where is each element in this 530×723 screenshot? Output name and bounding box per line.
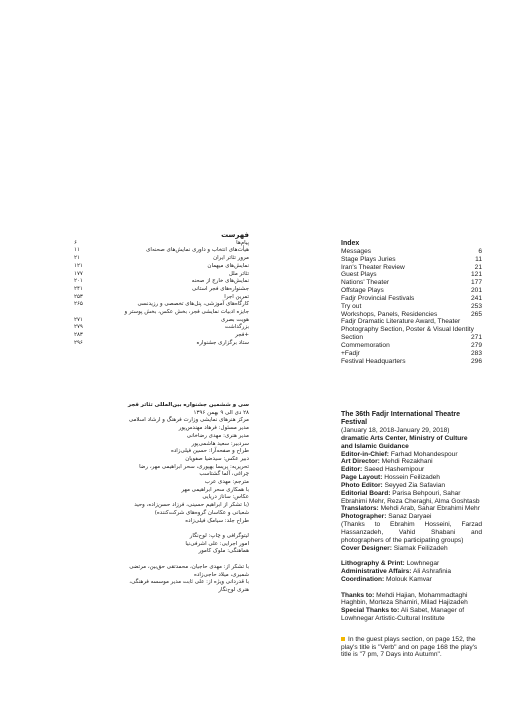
index-item[interactable] [341, 358, 482, 366]
credit-thanks: Thanks to: Mehdi Hajian, Mohammadtaghi Haghbin, Morteza Shamiri, Milad Hajizadeh [341, 591, 468, 607]
index-item-page: 296 [470, 357, 482, 365]
index-item-page: 177 [470, 279, 482, 287]
index-item-label: Workshops, Panels, Residencies [341, 310, 438, 318]
persian-credit-line: (با تشکر از ابراهیم حسینی، فرزاد حسن‌زاده، وحید [134, 502, 249, 509]
persian-credit-line: با همکاری سحر ابراهیمی مهر [181, 486, 249, 493]
index-item-award[interactable]: Fadjr Dramatic Literature Award, Theater Photography Section, Poster & Visual Identity Section 271 [341, 318, 482, 342]
persian-credit-line: امور اجرایی: علی اشرفی‌نیا [185, 540, 249, 547]
index-item-page: 201 [470, 287, 482, 295]
index-item[interactable] [341, 279, 482, 287]
index-item-page: 21 [474, 263, 482, 271]
persian-index-item-page: ۲۷۹ [74, 324, 83, 331]
persian-index-item[interactable] [74, 301, 249, 309]
index-item[interactable] [341, 350, 482, 358]
index-item-label: Nations' Theater [341, 279, 390, 287]
persian-index-item[interactable] [74, 324, 249, 332]
index-item-label: Commemoration [341, 341, 390, 349]
credit-photo-thanks: (Thanks to Ebrahim Hosseini, Farzad Hassanzadeh, Vahid Shabani and photographers of the participating groups) [341, 521, 482, 544]
index-item[interactable] [341, 295, 482, 303]
index-item[interactable] [341, 248, 482, 256]
index-item-page: 11 [475, 255, 482, 263]
persian-index-item-page [74, 309, 78, 317]
persian-index-item-label: نمایش‌های خارج از صحنه [191, 278, 249, 285]
persian-credit-line: ۲۸ دی الی ۹ بهمن ۱۳۹۶ [193, 409, 249, 416]
index-item-page: 121 [470, 271, 482, 279]
persian-credit-line: مترجم: مهدی عرب [204, 479, 249, 486]
persian-index-item-label: +فجر [235, 332, 249, 339]
index-item-label: Try out [341, 302, 362, 310]
credit-editor-in-chief: Editor-in-Chief: Farhad Mohandespour [341, 450, 458, 458]
persian-index-item-label: جشنواره‌های فجر استانی [191, 285, 249, 292]
persian-index-item[interactable] [74, 271, 249, 279]
organizer: dramatic Arts Center, Ministry of Culture and Islamic Guidance [341, 434, 468, 450]
persian-credit-line: تحریریه: پریسا بهپوری، سحر ابراهیمی مهر، رضا [139, 463, 249, 470]
index-item-page: 265 [470, 310, 482, 318]
persian-index-item-label: تمرین اجرا [224, 293, 249, 300]
festival-dates: (January 18, 2018-January 29, 2018) [341, 427, 450, 434]
persian-credit-line: مدیر هنری: مهدی رضاخانی [186, 432, 249, 439]
persian-index-item-label: نمایش‌های میهمان [207, 262, 249, 269]
persian-index-item-label: هیأت‌های انتخاب و داوری نمایش‌های صحنه‌ای [146, 247, 249, 254]
credit-translators: Translators: Mehdi Arab, Sahar Ebrahimi Mehr [341, 505, 480, 513]
credit-special-thanks: Special Thanks to: Ali Sabet, Manager of Lowhnegar Artistic-Cultural Institute [341, 607, 465, 623]
index-item[interactable] [341, 264, 482, 272]
persian-credit-line: سردبیر: سعید هاشمی‌پور [191, 440, 249, 447]
index-item-page: 253 [470, 302, 482, 310]
persian-credit-line: با قدردانی ویژه از: علی ثابت مدیر موسسه فرهنگی، [129, 579, 249, 586]
index-item-label: Festival Headquarters [341, 357, 406, 365]
persian-credit-line: مرکز هنرهای نمایشی وزارت فرهنگ و ارشاد اسلامی [128, 417, 249, 424]
persian-index-item-page: ۱۱ [74, 247, 80, 254]
persian-index-item-label: ستاد برگزاری جشنواره [196, 339, 249, 346]
festival-title: The 36th Fadjr International Theatre Festival [341, 411, 461, 426]
persian-credits [74, 402, 249, 595]
credit-photographer: Photographer: Sanaz Daryaei [341, 513, 432, 521]
index-item-page: 241 [470, 294, 482, 302]
persian-index-title: فهرست [221, 231, 249, 239]
credit-photo-editor: Photo Editor: Seyyed Zia Safavian [341, 481, 446, 489]
credit-coordination: Coordination: Molouk Kamvar [341, 575, 432, 583]
persian-credit-line: طراح و صفحه‌آرا: حسین فیلی‌زاده [170, 448, 249, 455]
index-item[interactable] [341, 303, 482, 311]
persian-index-item[interactable] [74, 278, 249, 286]
persian-credit-line: شعبانی و عکاسان گروه‌های شرکت‌کننده) [154, 509, 249, 516]
persian-index-item-page: ۲۱ [74, 255, 80, 262]
persian-index-item-label: جایزه ادبیات نمایشی فجر، بخش عکس، بخش پوستر و [124, 309, 249, 316]
persian-index-item-page: ۲۹۶ [74, 339, 83, 346]
persian-index [74, 232, 249, 348]
bullet-icon [341, 637, 345, 641]
index-item-page: 283 [470, 349, 482, 357]
index-item-label: Iran's Theater Review [341, 263, 405, 271]
errata-note: In the guest plays section, on page 152, the play's title is "Verb" and on page 168 the play's title is "7 pm, 7 Days into Autumn". [341, 635, 478, 659]
persian-index-item[interactable] [74, 309, 249, 317]
index-item[interactable] [341, 287, 482, 295]
persian-credit-line: با تشکر از: مهدی حاجیان، محمدتقی حق‌بین، مرتضی [129, 563, 249, 570]
index-item[interactable] [341, 342, 482, 350]
index-item-label: Messages [341, 247, 372, 255]
index-item-label: +Fadjr [341, 349, 360, 357]
persian-index-item-label: تئاتر ملل [228, 270, 249, 277]
persian-index-item[interactable] [74, 332, 249, 340]
persian-index-item-page: ۲۸۳ [74, 332, 83, 339]
index-title: Index [341, 240, 360, 247]
persian-credit-line: طراح جلد: سیامک فیلی‌زاده [185, 517, 249, 524]
index-item[interactable] [341, 256, 482, 264]
persian-credit-line: هماهنگی: ملوک کامور [198, 548, 249, 555]
persian-index-item[interactable] [74, 255, 249, 263]
persian-index-item-page: ۲۷۱ [74, 316, 83, 323]
english-credits [341, 411, 482, 659]
credit-editorial-board: Editorial Board: Parisa Behpouri, Sahar Ebrahimi Mehr, Reza Cheraghi, Alma Goshtasb [341, 489, 480, 505]
credit-administrative: Administrative Affairs: Ali Ashrafinia [341, 568, 452, 576]
persian-credit-line: شمیری، میلاد حاجی‌زاده [194, 571, 249, 578]
index-item-page: 279 [470, 341, 482, 349]
persian-credit-line: لیتوگرافی و چاپ: لوح‌نگار [189, 533, 249, 540]
persian-index-item-label: بزرگداشت [224, 324, 249, 331]
persian-credit-line: عکاس: ساناز دریایی [202, 494, 249, 501]
index-item-label: Fadjr Provincial Festivals [341, 294, 415, 302]
persian-credit-line: هنری لوح‌نگار [218, 587, 249, 594]
index-item-label: Guest Plays [341, 271, 377, 279]
persian-credit-line: سی و ششمین جشنواره بین‌المللی تئاتر فجر [127, 402, 249, 408]
persian-index-item-label: هویت بصری [220, 316, 249, 323]
persian-index-item[interactable] [74, 317, 249, 325]
persian-index-item-label: مرور تئاتر ایران [213, 255, 249, 262]
persian-index-item-page: ۲۵۳ [74, 293, 83, 300]
persian-credit-line: چراغی، آلما گشتاسب [199, 471, 249, 478]
persian-index-item-page: ۶ [74, 239, 77, 246]
index-item-label: Offstage Plays [341, 287, 384, 295]
index-item[interactable] [341, 271, 482, 279]
persian-index-item-page: ۲۴۱ [74, 285, 83, 292]
index-item-label: Stage Plays Juries [341, 255, 396, 263]
persian-index-item-page: ۱۷۷ [74, 270, 83, 277]
index-item[interactable] [341, 311, 482, 319]
credit-cover-designer: Cover Designer: Siamak Feilizadeh [341, 544, 448, 552]
index-item-page: 6 [478, 247, 482, 255]
persian-credit-line: دبیر عکس: سیدضیا صفویان [185, 455, 249, 462]
persian-index-item-label: پیام‌ها [236, 239, 249, 246]
persian-index-item-page: ۲۶۵ [74, 301, 83, 308]
english-index [341, 240, 482, 366]
credit-editor: Editor: Saeed Hashemipour [341, 466, 425, 474]
persian-index-item[interactable] [74, 263, 249, 271]
persian-index-item-page: ۲۰۱ [74, 278, 83, 285]
persian-credit-line: مدیر مسئول: فرهاد مهندس‌پور [178, 425, 249, 432]
credit-art-director: Art Director: Mehdi Rezakhani [341, 458, 433, 466]
persian-index-item-label: کارگاه‌های آموزشی، پنل‌های تخصصی و رزیدنسی [137, 301, 249, 308]
credit-lithography: Lithography & Print: Lowhnegar [341, 560, 440, 568]
persian-index-item-page: ۱۲۱ [74, 262, 83, 269]
persian-index-item[interactable] [74, 247, 249, 255]
persian-index-item[interactable] [74, 340, 249, 348]
persian-index-item[interactable] [74, 286, 249, 294]
credit-page-layout: Page Layout: Hossein Feilizadeh [341, 474, 440, 482]
